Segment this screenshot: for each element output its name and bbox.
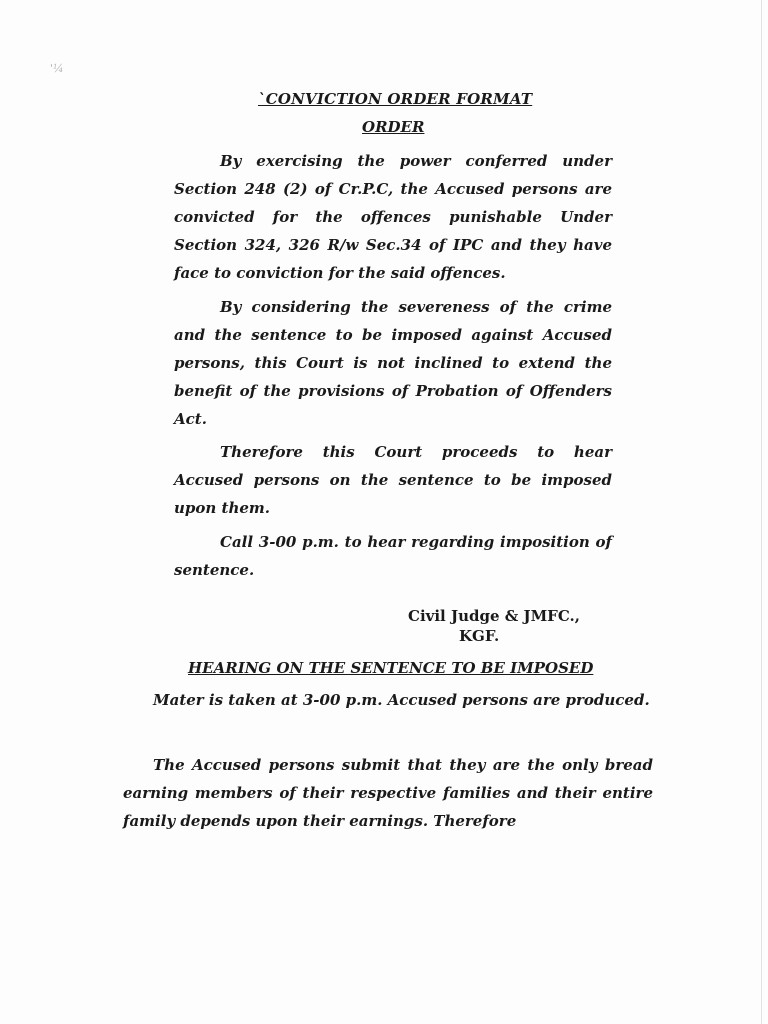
scan-mark: '¼ (50, 62, 64, 75)
order-paragraph-hearing: Therefore this Court proceeds to hear Accused persons on the sentence to be imposed upon them. (174, 443, 612, 517)
hearing-paragraph-submission: The Accused persons submit that they are the only bread earning members of their respective families and their entire family depends upon their earnings. Therefore (123, 756, 653, 830)
order-paragraph-call: Call 3-00 p.m. to hear regarding imposition of sentence. (174, 533, 612, 579)
order-paragraph-conviction: By exercising the power conferred under Section 248 (2) of Cr.P.C, the Accused persons are convicted for the offences punishable Under Section 324, 326 R/w Sec.34 of IPC and they have face to conviction for the said offences. (174, 152, 612, 282)
signature-block (408, 606, 580, 646)
signature-court: Civil Judge & JMFC., (408, 607, 580, 625)
signature-place: KGF. (459, 627, 500, 645)
document-title: `CONVICTION ORDER FORMAT (258, 90, 533, 108)
hearing-paragraph-taken: Mater is taken at 3-00 p.m. Accused persons are produced. (153, 691, 650, 709)
order-paragraph-probation: By considering the severeness of the crime and the sentence to be imposed against Accused persons, this Court is not inclined to extend the benefit of the provisions of Probation of Offenders Act. (174, 298, 612, 428)
order-heading: ORDER (362, 118, 425, 136)
hearing-heading: HEARING ON THE SENTENCE TO BE IMPOSED (188, 659, 594, 677)
